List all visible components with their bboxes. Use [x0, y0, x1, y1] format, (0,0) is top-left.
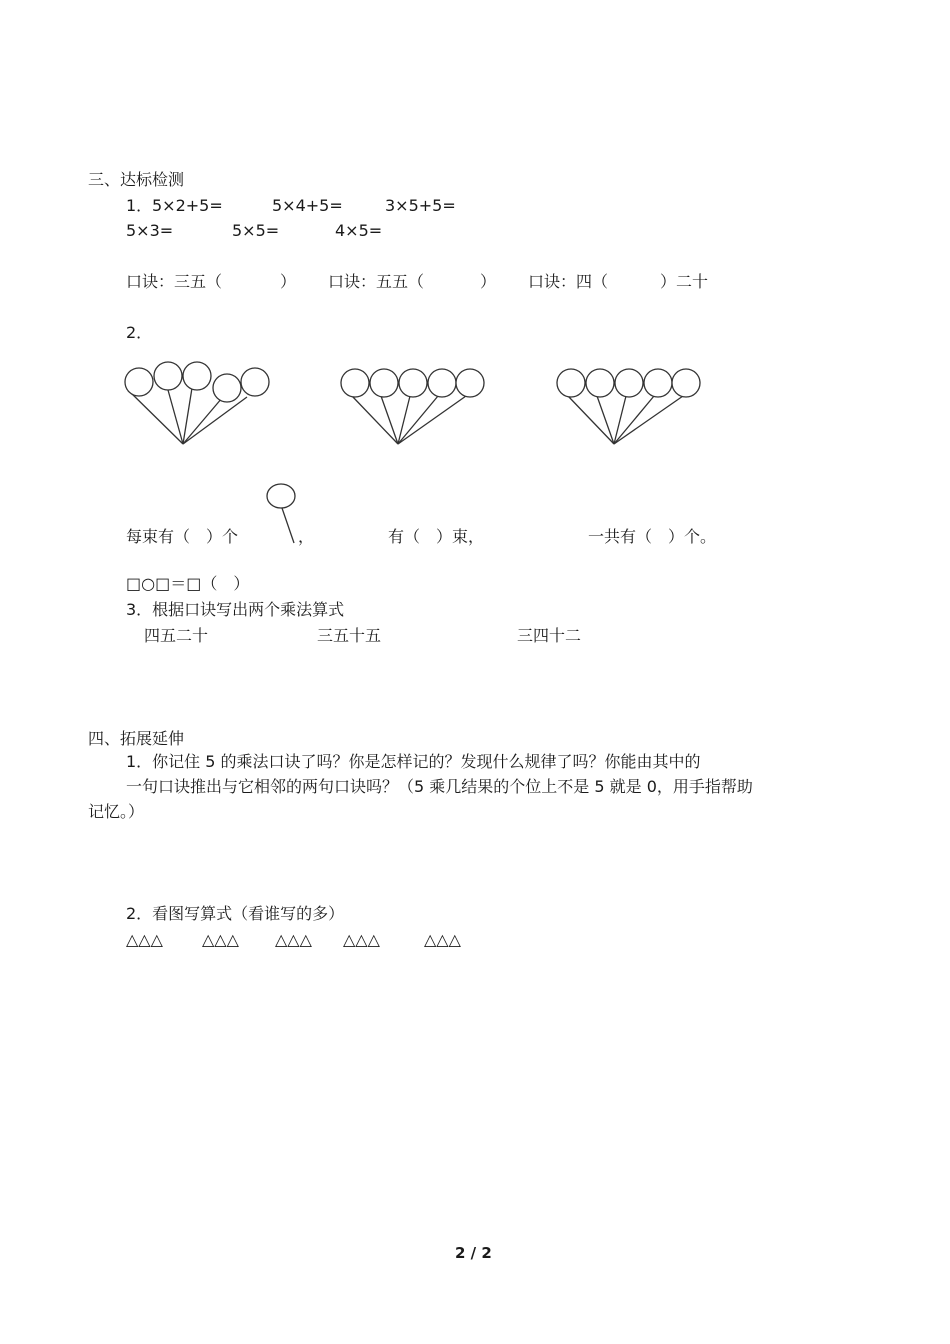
- fill-per-bunch: 每束有（ ）个: [126, 527, 239, 546]
- single-balloon-icon: [262, 480, 302, 546]
- verse-fill-2-prefix: 口诀：五五（: [328, 272, 425, 291]
- verse-fill-1-suffix: ）: [280, 272, 297, 291]
- q1-expr-2: 5×4+5=: [272, 196, 343, 215]
- balloon-bunch-3: [550, 360, 710, 450]
- q2-number: 2．: [126, 323, 153, 342]
- s4-q1-line1: 1．你记住 5 的乘法口诀了吗？你是怎样记的？发现什么规律了吗？你能由其中的: [126, 752, 701, 771]
- verse-fill-3-prefix: 口诀：四（: [528, 272, 609, 291]
- s4-q2-title: 2．看图写算式（看谁写的多）: [126, 904, 345, 923]
- section4-heading: 四、拓展延伸: [88, 729, 185, 748]
- equation-template: □○□＝□（ ）: [126, 574, 250, 593]
- comma-after-per-bunch: ，: [298, 527, 315, 546]
- s4-q1-line3: 记忆。）: [88, 802, 145, 821]
- verse-fill-3-suffix: ）二十: [660, 272, 709, 291]
- q1-expr-4: 5×3=: [126, 221, 174, 240]
- fill-total: 一共有（ ）个。: [588, 527, 717, 546]
- section3-heading: 三、达标检测: [88, 170, 185, 189]
- triangle-group-1: △△△: [126, 930, 163, 949]
- triangle-group-5: △△△: [424, 930, 461, 949]
- balloon-bunch-1: [120, 360, 280, 450]
- balloon-bunch-2: [335, 360, 495, 450]
- verse-fill-2-suffix: ）: [480, 272, 497, 291]
- s4-q1-line2: 一句口诀推出与它相邻的两句口诀吗？（5 乘几结果的个位上不是 5 就是 0，用手指帮助: [126, 777, 753, 796]
- q3-verse-1: 四五二十: [144, 626, 209, 645]
- q1-expr-6: 4×5=: [335, 221, 383, 240]
- triangle-group-2: △△△: [202, 930, 239, 949]
- q1-expr-1: 5×2+5=: [152, 196, 223, 215]
- q3-title: 3．根据口诀写出两个乘法算式: [126, 600, 345, 619]
- triangle-group-3: △△△: [275, 930, 312, 949]
- fill-bunches: 有（ ）束，: [388, 527, 485, 546]
- q3-verse-3: 三四十二: [517, 626, 582, 645]
- q1-expr-5: 5×5=: [232, 221, 280, 240]
- page-number: 2 / 2: [455, 1244, 492, 1262]
- q1-number: 1．: [126, 196, 153, 215]
- q1-expr-3: 3×5+5=: [385, 196, 456, 215]
- verse-fill-1-prefix: 口诀：三五（: [126, 272, 223, 291]
- q3-verse-2: 三五十五: [317, 626, 382, 645]
- triangle-group-4: △△△: [343, 930, 380, 949]
